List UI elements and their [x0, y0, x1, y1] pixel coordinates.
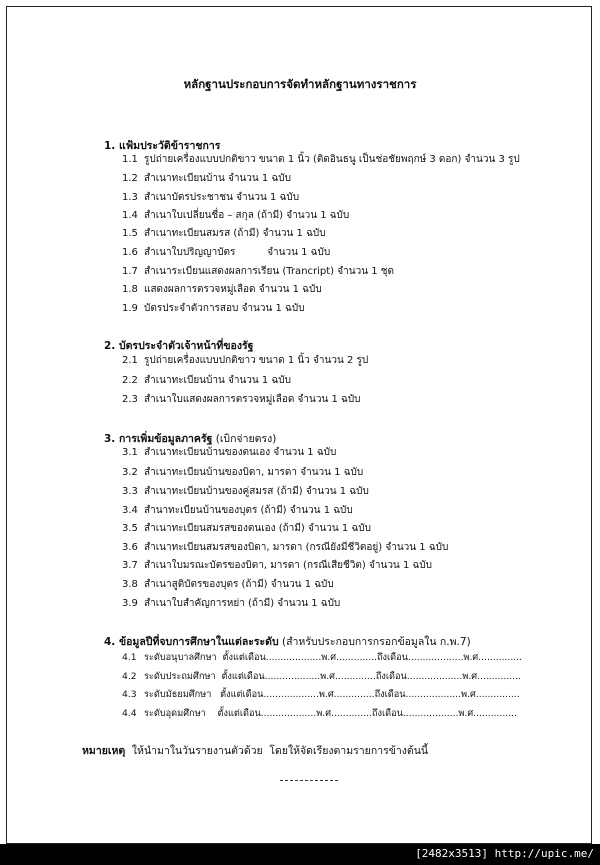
remark-text: ให้นำมาในวันรายงานตัวด้วย โดยให้จัดเรียงตามรายการข้างต้นนี้ [125, 745, 429, 757]
section-1-heading: 1. แฟ้มประวัติข้าราชการ [104, 140, 221, 152]
list-item: 3.2 สำเนาทะเบียนบ้านของบิดา, มารดา จำนวน 1 ฉบับ [122, 467, 364, 478]
list-item: 2.1 รูปถ่ายเครื่องแบบปกติขาว ขนาด 1 นิ้ว จำนวน 2 รูป [122, 355, 369, 366]
remark [82, 742, 428, 759]
list-item: 1.4 สำเนาใบเปลี่ยนชื่อ – สกุล (ถ้ามี) จำนวน 1 ฉบับ [122, 210, 350, 221]
list-item: 1.3 สำเนาบัตรประชาชน จำนวน 1 ฉบับ [122, 192, 300, 203]
list-item: 2.2 สำเนาทะเบียนบ้าน จำนวน 1 ฉบับ [122, 375, 291, 386]
list-item: 3.1 สำเนาทะเบียนบ้านของตนเอง จำนวน 1 ฉบับ [122, 447, 337, 458]
remark-label: หมายเหตุ [82, 745, 126, 757]
list-item: 3.5 สำเนาทะเบียนสมรสของตนเอง (ถ้ามี) จำนวน 1 ฉบับ [122, 523, 371, 534]
list-item: 3.4 สำนาทะเบียนบ้านของบุตร (ถ้ามี) จำนวน 1 ฉบับ [122, 505, 353, 516]
list-item: 4.2 ระดับประถมศึกษา ตั้งแต่เดือน...................พ.ศ..............ถึงเดือน...................พ.ศ............... [122, 671, 521, 682]
list-item: 1.2 สำเนาทะเบียนบ้าน จำนวน 1 ฉบับ [122, 173, 291, 184]
list-item: 2.3 สำเนาใบแสดงผลการตรวจหมู่เลือด จำนวน 1 ฉบับ [122, 394, 361, 405]
list-item: 3.8 สำเนาสูติบัตรของบุตร (ถ้ามี) จำนวน 1 ฉบับ [122, 579, 334, 590]
image-host-footer [0, 844, 600, 865]
list-item: 4.3 ระดับมัธยมศึกษา ตั้งแต่เดือน...................พ.ศ..............ถึงเดือน...................พ.ศ............... [122, 689, 520, 700]
list-item: 3.3 สำเนาทะเบียนบ้านของคู่สมรส (ถ้ามี) จำนวน 1 ฉบับ [122, 486, 369, 497]
section-2-heading: 2. บัตรประจำตัวเจ้าหน้าที่ของรัฐ [104, 340, 254, 352]
list-item: 3.7 สำเนาใบมรณะบัตรของบิดา, มารดา (กรณีเสียชีวิต) จำนวน 1 ฉบับ [122, 560, 432, 571]
footer-text: [2482x3513] http://upic.me/ [415, 847, 594, 860]
list-item: 4.1 ระดับอนุบาลศึกษา ตั้งแต่เดือน...................พ.ศ..............ถึงเดือน...................พ.ศ............... [122, 652, 523, 663]
list-item: 1.8 แสดงผลการตรวจหมู่เลือด จำนวน 1 ฉบับ [122, 284, 322, 295]
list-item: 3.6 สำเนาทะเบียนสมรสของบิดา, มารดา (กรณียังมีชีวิตอยู่) จำนวน 1 ฉบับ [122, 542, 449, 553]
list-item: 1.1 รูปถ่ายเครื่องแบบปกติขาว ขนาด 1 นิ้ว (ติดอินธนู เป็นช่อชัยพฤกษ์ 3 ดอก) จำนวน 3 รูป [122, 154, 520, 165]
list-item: 4.4 ระดับอุดมศึกษา ตั้งแต่เดือน...................พ.ศ..............ถึงเดือน...................พ.ศ............... [122, 708, 517, 719]
list-item: 1.5 สำเนาทะเบียนสมรส (ถ้ามี) จำนวน 1 ฉบับ [122, 228, 326, 239]
section-3-heading: 3. การเพิ่มข้อมูลภาครัฐ (เบิกจ่ายตรง) [104, 433, 277, 445]
section-4-heading: 4. ข้อมูลปีที่จบการศึกษาในแต่ละระดับ (สำหรับประกอบการกรอกข้อมูลใน ก.พ.7) [104, 636, 471, 648]
list-item: 1.9 บัตรประจำตัวการสอบ จำนวน 1 ฉบับ [122, 303, 305, 314]
list-item: 1.6 สำเนาใบปริญญาบัตร จำนวน 1 ฉบับ [122, 247, 331, 258]
list-item: 3.9 สำเนาใบสำคัญการหย่า (ถ้ามี) จำนวน 1 ฉบับ [122, 598, 341, 609]
end-divider [280, 780, 338, 781]
document-title: หลักฐานประกอบการจัดทำหลักฐานทางราชการ [183, 77, 417, 91]
list-item: 1.7 สำเนาระเบียนแสดงผลการเรียน (Trancript) จำนวน 1 ชุด [122, 266, 395, 277]
